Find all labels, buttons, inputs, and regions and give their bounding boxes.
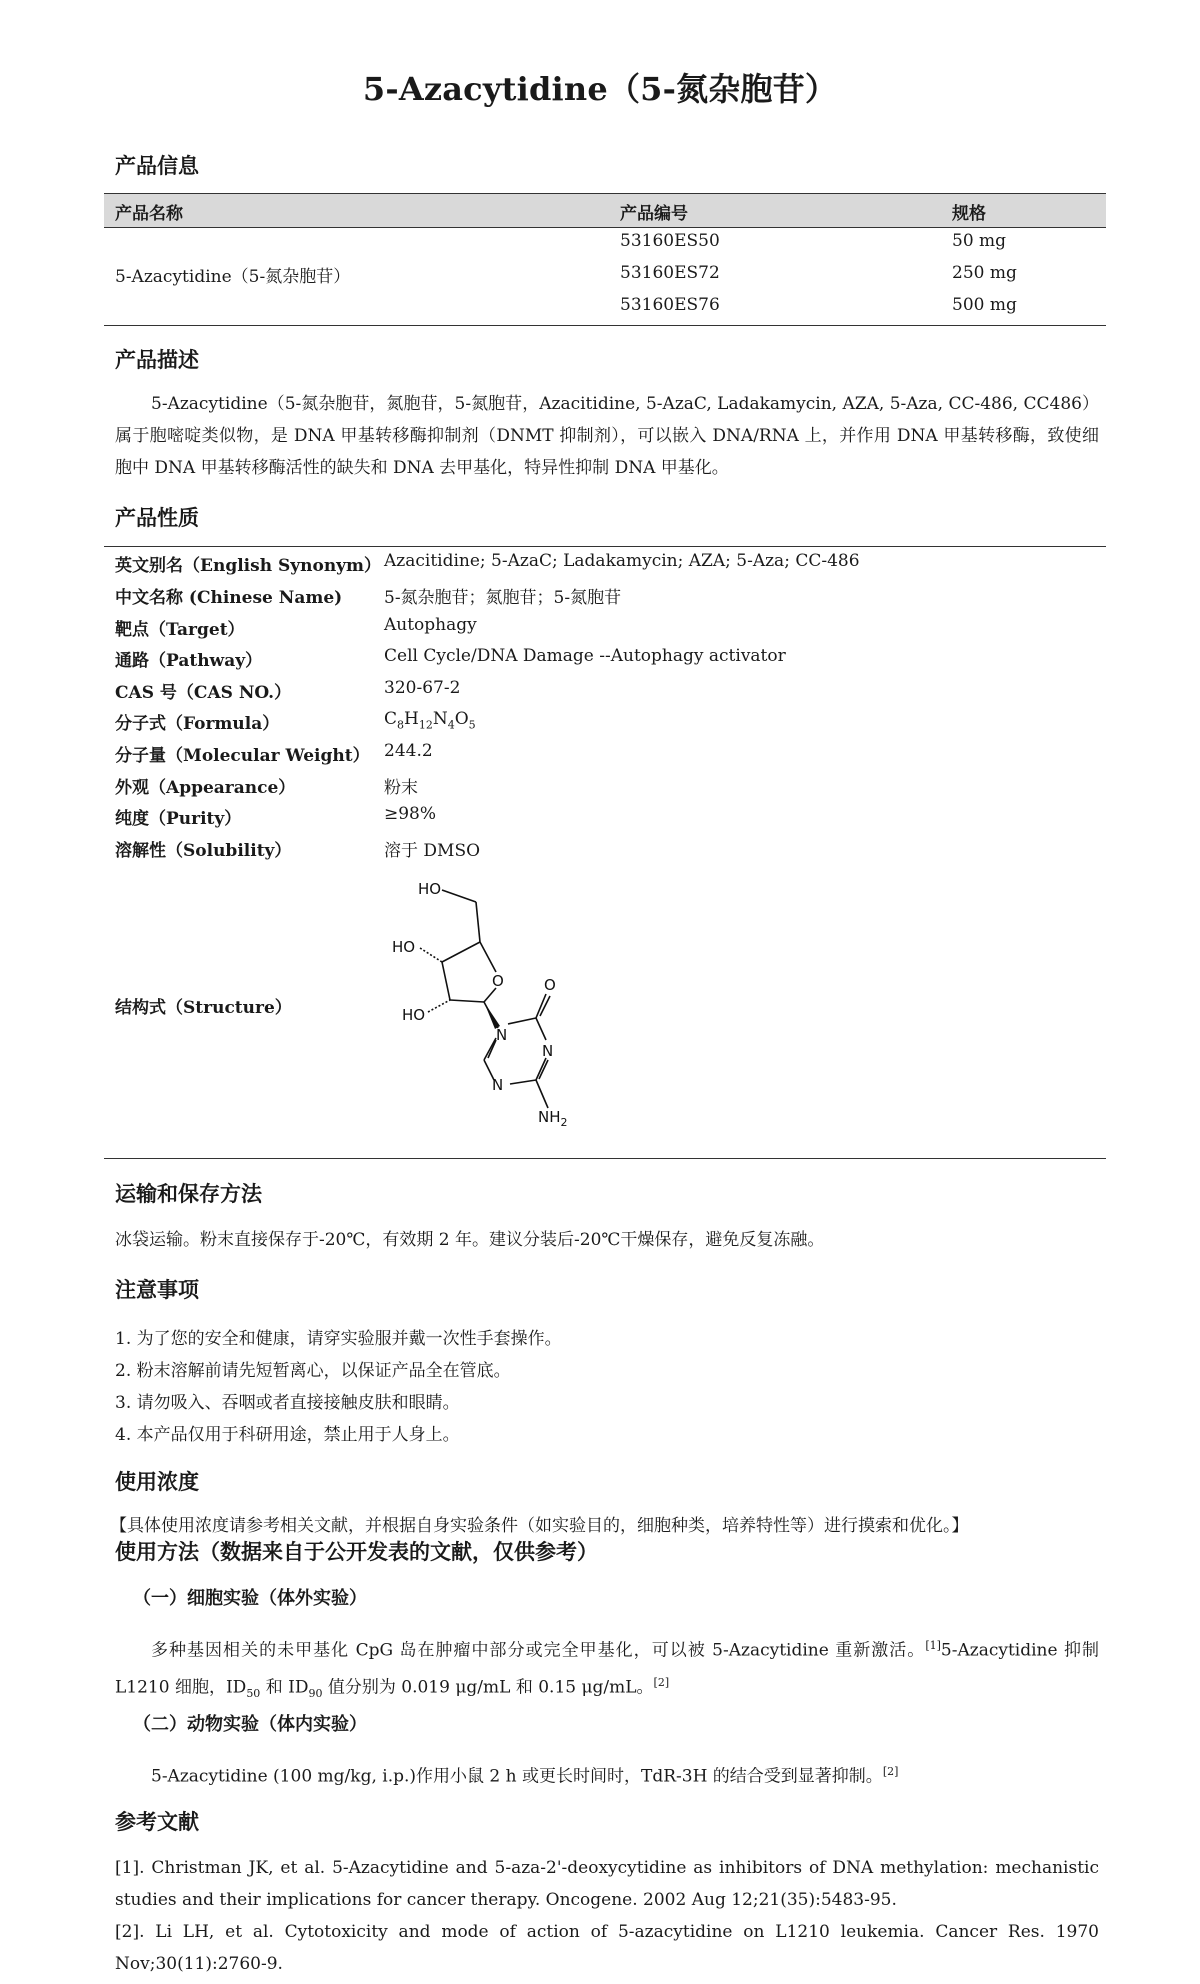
prop-value-cas: 320-67-2 (384, 678, 461, 698)
section-method: 使用方法（数据来自于公开发表的文献，仅供参考） (115, 1539, 598, 1564)
prop-value-appearance: 粉末 (384, 778, 418, 798)
atom-ho-2: HO (392, 938, 416, 956)
cell-experiment-heading: （一）细胞实验（体外实验） (133, 1588, 367, 1609)
atom-n-1: N (496, 1026, 508, 1044)
properties-bottom-rule (104, 1158, 1106, 1159)
page-title: 5-Azacytidine（5-氮杂胞苷） (362, 70, 838, 108)
atom-o-ring: O (492, 972, 504, 990)
animal-experiment-paragraph: 5-Azacytidine (100 mg/kg, i.p.)作用小鼠 2 h 或更长时间时，TdR-3H 的结合受到显著抑制。[2] (151, 1765, 899, 1787)
prop-label-formula: 分子式（Formula） (115, 714, 280, 734)
concentration-paragraph: 【具体使用浓度请参考相关文献，并根据自身实验条件（如实验目的，细胞种类，培养特性等）进行摸索和优化。】 (110, 1516, 969, 1536)
notes-item-3: 3. 请勿吸入、吞咽或者直接接触皮肤和眼睛。 (115, 1393, 460, 1413)
properties-top-rule (104, 546, 1106, 547)
prop-label-structure: 结构式（Structure） (115, 998, 292, 1018)
product-code-3: 53160ES76 (620, 295, 720, 315)
section-concentration: 使用浓度 (115, 1469, 199, 1494)
atom-ho-1: HO (418, 880, 442, 898)
prop-label-purity: 纯度（Purity） (115, 809, 242, 829)
header-product-name: 产品名称 (115, 204, 183, 224)
product-spec-2: 250 mg (952, 263, 1017, 283)
prop-value-solubility: 溶于 DMSO (384, 841, 481, 861)
description-paragraph: 5-Azacytidine（5-氮杂胞苷，氮胞苷，5-氮胞苷，Azacitidine, 5-AzaC, Ladakamycin, AZA, 5-Aza, CC-486, CC486）属于胞嘧啶类似物，是 DNA 甲基转移酶抑制剂（DNMT 抑制剂），可以嵌入 DNA/RNA 上，并作用 DNA 甲基转移酶，致使细胞中 DNA 甲基转移酶活性的缺失和 DNA 去甲基化，特异性抑制 DNA 甲基化。 (115, 394, 1099, 478)
header-product-code: 产品编号 (620, 204, 688, 224)
prop-label-target: 靶点（Target） (115, 620, 245, 640)
prop-value-formula: $C_8H_{12}N_4O_5$ (384, 709, 476, 732)
reference-2: [2]. Li LH, et al. Cytotoxicity and mode of action of 5-azacytidine on L1210 leukemia. Cancer Res. 1970 Nov;30(11):2760-9. (115, 1922, 1099, 1974)
prop-value-mw: 244.2 (384, 741, 433, 761)
notes-item-4: 4. 本产品仅用于科研用途，禁止用于人身上。 (115, 1425, 460, 1445)
storage-paragraph: 冰袋运输。粉末直接保存于-20℃，有效期 2 年。建议分装后-20℃干燥保存，避免反复冻融。 (115, 1230, 825, 1250)
notes-item-1: 1. 为了您的安全和健康，请穿实验服并戴一次性手套操作。 (115, 1329, 562, 1349)
prop-value-pathway: Cell Cycle/DNA Damage --Autophagy activator (384, 646, 786, 666)
notes-item-2: 2. 粉末溶解前请先短暂离心，以保证产品全在管底。 (115, 1361, 511, 1381)
section-notes: 注意事项 (115, 1277, 199, 1302)
header-spec: 规格 (952, 204, 986, 224)
prop-label-pathway: 通路（Pathway） (115, 651, 263, 671)
prop-label-solubility: 溶解性（Solubility） (115, 841, 292, 861)
section-properties: 产品性质 (115, 505, 199, 530)
cell-experiment-paragraph: 多种基因相关的未甲基化 CpG 岛在肿瘤中部分或完全甲基化，可以被 5-Azacytidine 重新激活。[1]5-Azacytidine 抑制 L1210 细胞，$ID_{50}$ 和 $ID_{90}$ 值分别为 0.019 μg/mL 和 0.15 μg/mL。[2] (115, 1639, 1099, 1700)
chemical-structure-diagram (380, 872, 600, 1152)
prop-value-target: Autophagy (384, 615, 477, 635)
atom-nh2: $NH_2$ (538, 1108, 568, 1129)
section-product-info: 产品信息 (115, 153, 199, 178)
prop-value-chinese-name: 5-氮杂胞苷；氮胞苷；5-氮胞苷 (384, 588, 622, 608)
product-name-cell: 5-Azacytidine（5-氮杂胞苷） (115, 267, 351, 287)
product-table-bottom-rule (104, 325, 1106, 326)
product-spec-3: 500 mg (952, 295, 1017, 315)
prop-value-purity: ≥98% (384, 804, 437, 824)
prop-label-mw: 分子量（Molecular Weight） (115, 746, 370, 766)
atom-n-3: N (492, 1076, 504, 1094)
prop-label-synonym: 英文别名（English Synonym） (115, 556, 382, 576)
prop-value-synonym: Azacitidine; 5-AzaC; Ladakamycin; AZA; 5-Aza; CC-486 (384, 551, 860, 571)
atom-ho-3: HO (402, 1006, 426, 1024)
prop-label-chinese-name: 中文名称 (Chinese Name) (115, 588, 343, 608)
section-references: 参考文献 (115, 1809, 199, 1834)
product-code-1: 53160ES50 (620, 231, 720, 251)
product-spec-1: 50 mg (952, 231, 1007, 251)
reference-1: [1]. Christman JK, et al. 5-Azacytidine and 5-aza-2'-deoxycytidine as inhibitors of DNA methylation: mechanistic studies and their implications for cancer therapy. Oncogene. 2002 Aug 12;21(35):5483-95. (115, 1858, 1099, 1910)
section-storage: 运输和保存方法 (115, 1181, 262, 1206)
section-description: 产品描述 (115, 347, 199, 372)
prop-label-appearance: 外观（Appearance） (115, 778, 296, 798)
animal-experiment-heading: （二）动物实验（体内实验） (133, 1714, 367, 1735)
product-code-2: 53160ES72 (620, 263, 720, 283)
atom-n-2: N (542, 1042, 554, 1060)
atom-o-keto: O (544, 976, 556, 994)
prop-label-cas: CAS 号（CAS NO.） (115, 683, 292, 703)
